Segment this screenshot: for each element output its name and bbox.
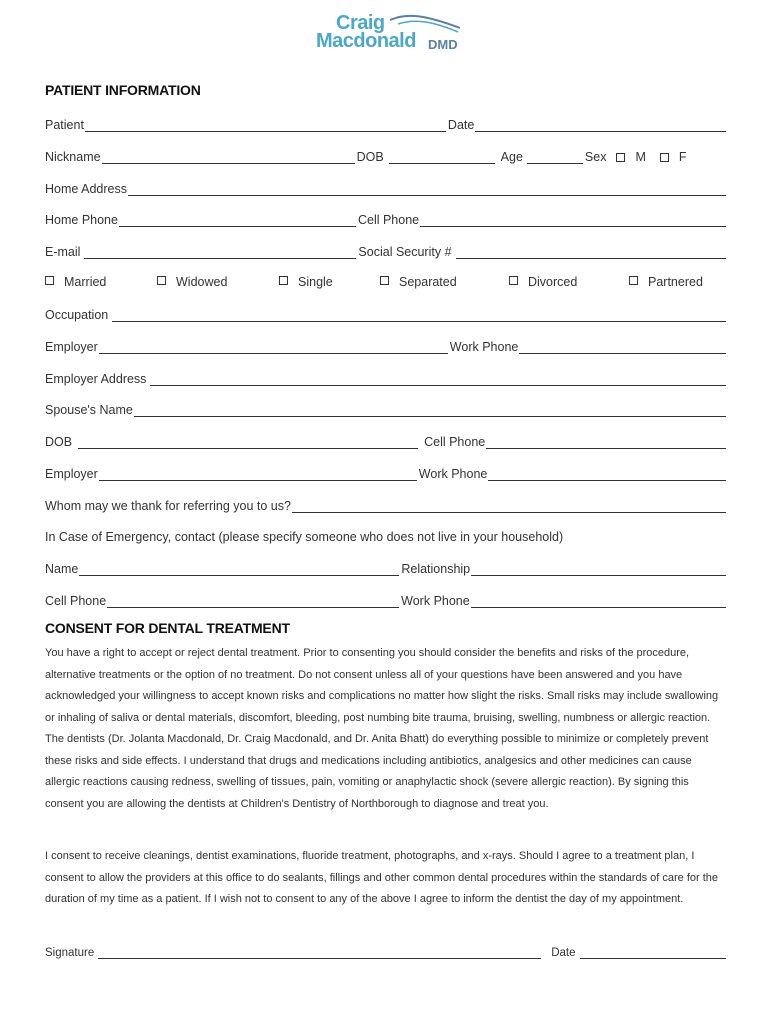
logo-line2: Macdonald: [316, 30, 416, 52]
row-spouse-dob: [45, 431, 726, 449]
single-label: Single: [298, 275, 333, 289]
work-phone-field[interactable]: [519, 340, 726, 354]
consent-text-2: I consent to receive cleanings, dentist examinations, fluoride treatment, photographs, and x-rays. Should I agree to a treatment plan, I consent to allow the providers at this office to do sealants, fillings and other common dental procedures within the standards of care for the duration of my time as a patient. If I wish not to consent to any of the above I agree to inform the dentist the day of my appointment.: [45, 850, 719, 905]
row-employer-address: [45, 368, 726, 386]
marital-separated[interactable]: [380, 275, 457, 289]
signature-date-field[interactable]: [580, 945, 726, 959]
widowed-label: Widowed: [176, 275, 228, 289]
consent-title: CONSENT FOR DENTAL TREATMENT: [45, 620, 290, 636]
married-checkbox[interactable]: [45, 276, 54, 285]
em-cell-field[interactable]: [107, 594, 399, 608]
date-field[interactable]: [475, 118, 726, 132]
spouse-cell-label: Cell Phone: [424, 435, 486, 449]
row-referral: [45, 495, 726, 513]
sex-m-checkbox[interactable]: [616, 153, 625, 162]
separated-label: Separated: [399, 275, 457, 289]
row-emergency-name: [45, 558, 726, 576]
consent-text-1: You have a right to accept or reject dental treatment. Prior to consenting you should consider the benefits and risks of the procedure, alternative treatments or the option of no treatment. Do not consent unless all of your questions have been answered and you have acknowledged your willingness to accept known risks and complications no matter how slight the risks. Small risks may include swallowing or inhaling of saliva or dental materials, discomfort, bleeding, post numbing bite trauma, bruising, swelling, numbness or allergic reaction. The dentists (Dr. Jolanta Macdonald, Dr. Craig Macdonald, and Dr. Anita Bhatt) do everything possible to minimize or completely prevent these risks and side effects. I understand that drugs and medications including antibiotics, analgesics and other medicines can cause allergic reactions causing redness, swelling of tissues, pain, vomiting or anaphylactic shock (severe allergic reaction). By signing this consent you are allowing the dentists at Children's Dentistry of Northborough to diagnose and treat you.: [45, 647, 719, 810]
signature-field[interactable]: [98, 945, 541, 959]
partnered-label: Partnered: [648, 275, 703, 289]
cell-phone-field[interactable]: [420, 213, 726, 227]
spouse-dob-label: DOB: [45, 435, 73, 449]
home-phone-label: Home Phone: [45, 213, 118, 227]
email-field[interactable]: [84, 245, 356, 259]
patient-field[interactable]: [85, 118, 446, 132]
dob-label: DOB: [356, 150, 384, 164]
row-home-address: [45, 178, 726, 196]
married-label: Married: [64, 275, 107, 289]
work-phone-label: Work Phone: [449, 340, 519, 354]
marital-widowed[interactable]: [157, 275, 227, 289]
spouse-work-phone-label: Work Phone: [418, 467, 488, 481]
sex-m-label: M: [635, 150, 646, 164]
em-work-label: Work Phone: [401, 594, 470, 608]
em-work-field[interactable]: [471, 594, 726, 608]
nickname-label: Nickname: [45, 150, 101, 164]
signature-date-label: Date: [551, 947, 576, 959]
logo-line1: Craig: [336, 12, 385, 34]
em-name-label: Name: [45, 562, 79, 576]
row-emergency-phones: [45, 590, 726, 608]
employer-address-field[interactable]: [150, 372, 726, 386]
occupation-field[interactable]: [112, 308, 726, 322]
employer-label: Employer: [45, 340, 98, 354]
cell-phone-label: Cell Phone: [357, 213, 420, 227]
emergency-note: In Case of Emergency, contact (please specify someone who does not live in your household): [45, 530, 564, 544]
age-label: Age: [500, 150, 523, 164]
practice-logo: [316, 10, 466, 56]
spouse-work-phone-field[interactable]: [488, 467, 726, 481]
home-address-label: Home Address: [45, 182, 127, 196]
row-patient-date: [45, 114, 726, 132]
marital-married[interactable]: [45, 275, 106, 289]
age-field[interactable]: [527, 150, 583, 164]
em-cell-label: Cell Phone: [45, 594, 107, 608]
patient-info-title: PATIENT INFORMATION: [45, 82, 201, 98]
marital-single[interactable]: [279, 275, 333, 289]
sex-f-checkbox[interactable]: [660, 153, 669, 162]
marital-partnered[interactable]: [629, 275, 703, 289]
date-label: Date: [447, 118, 475, 132]
spouse-dob-field[interactable]: [78, 435, 418, 449]
row-spouse-name: [45, 399, 726, 417]
divorced-checkbox[interactable]: [509, 276, 518, 285]
row-employer: [45, 336, 726, 354]
row-occupation: [45, 304, 726, 322]
partnered-checkbox[interactable]: [629, 276, 638, 285]
marital-divorced[interactable]: [509, 275, 577, 289]
patient-label: Patient: [45, 118, 84, 132]
separated-checkbox[interactable]: [380, 276, 389, 285]
row-phones: [45, 209, 726, 227]
spouse-employer-field[interactable]: [99, 467, 417, 481]
spouse-employer-label: Employer: [45, 467, 98, 481]
logo-suffix: DMD: [428, 37, 458, 52]
divorced-label: Divorced: [528, 275, 578, 289]
row-emergency-note: [45, 526, 726, 544]
row-email-ssn: [45, 241, 726, 259]
row-spouse-employer: [45, 463, 726, 481]
row-nickname: [45, 146, 726, 164]
spouse-name-label: Spouse's Name: [45, 403, 133, 417]
email-label: E-mail: [45, 245, 81, 259]
em-name-field[interactable]: [79, 562, 399, 576]
occupation-label: Occupation: [45, 308, 109, 322]
consent-paragraph-1: [45, 643, 727, 815]
employer-address-label: Employer Address: [45, 372, 147, 386]
spouse-cell-field[interactable]: [486, 435, 726, 449]
sex-f-label: F: [678, 150, 687, 164]
ssn-field[interactable]: [456, 245, 726, 259]
em-relationship-label: Relationship: [401, 562, 471, 576]
single-checkbox[interactable]: [279, 276, 288, 285]
nickname-field[interactable]: [102, 150, 355, 164]
home-phone-field[interactable]: [119, 213, 356, 227]
em-relationship-field[interactable]: [471, 562, 726, 576]
referral-field[interactable]: [292, 499, 726, 513]
sex-label: Sex: [584, 150, 607, 164]
dob-field[interactable]: [389, 150, 495, 164]
row-signature: [45, 941, 726, 959]
referral-label: Whom may we thank for referring you to us?: [45, 499, 291, 513]
employer-field[interactable]: [99, 340, 448, 354]
spouse-name-field[interactable]: [134, 403, 726, 417]
signature-label: Signature: [45, 947, 95, 959]
ssn-label: Social Security #: [358, 245, 452, 259]
consent-paragraph-2: [45, 846, 727, 911]
widowed-checkbox[interactable]: [157, 276, 166, 285]
home-address-field[interactable]: [128, 182, 726, 196]
